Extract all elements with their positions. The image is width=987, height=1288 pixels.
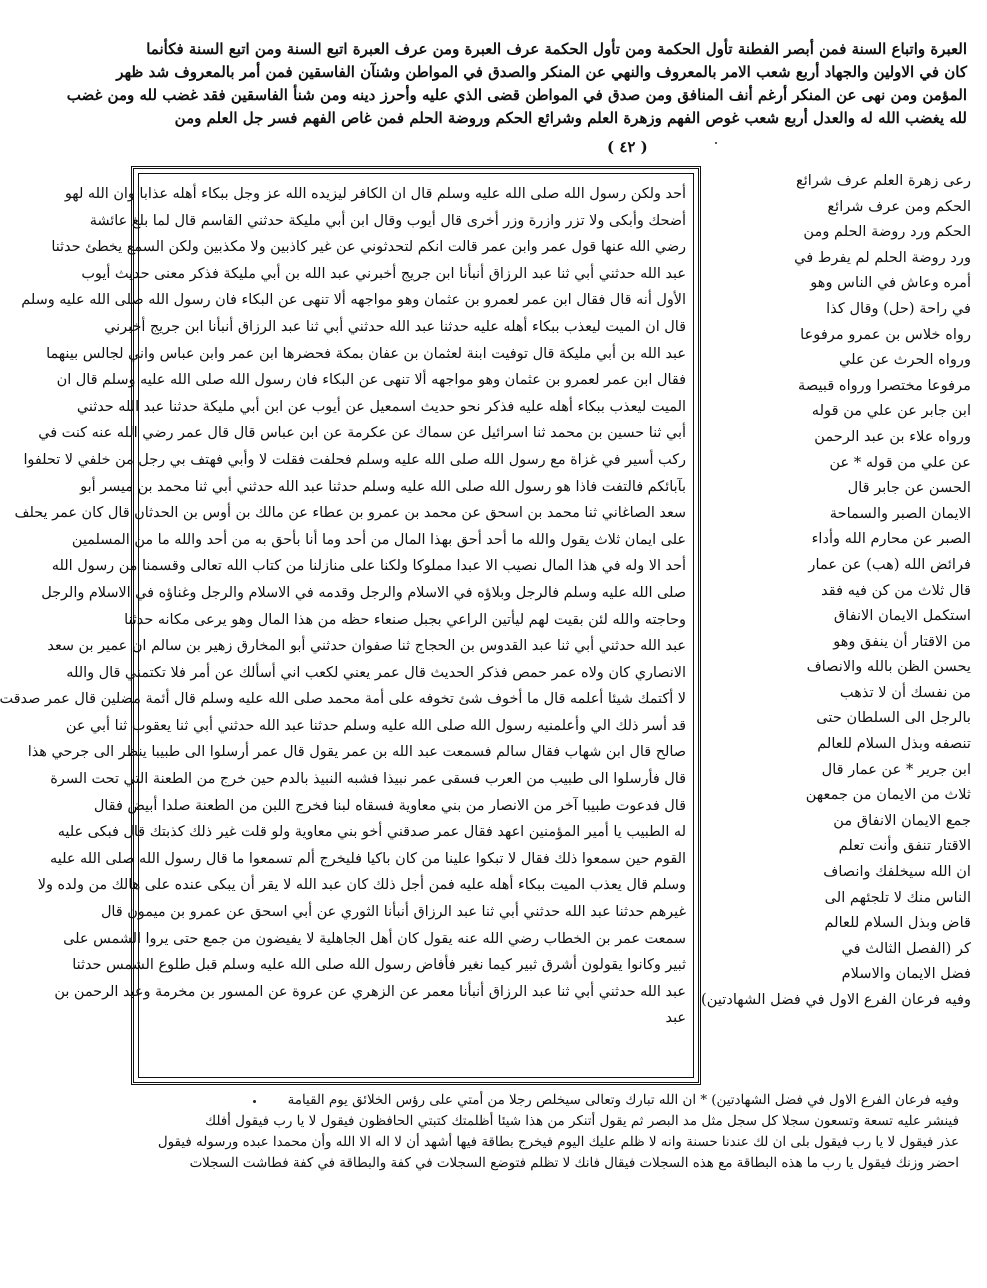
margin-text-line: ابن جابر عن علي من قوله [811,402,971,420]
margin-text-line: الايمان الصبر والسماحة [829,504,971,522]
main-text-line: أضحك وأبكى ولا تزر وازرة وزر أخرى قال أيوب وقال ابن أبي مليكة حدثني القاسم قال لما بلغ عائشة [89,212,686,229]
main-text-line: أبي ثنا حسين بن محمد ثنا اسرائيل عن سماك عن عكرمة عن ابن عباس قال قال عمر رضي الله عنه كنت في [38,425,686,442]
top-line: العبرة واتباع السنة فمن أبصر الفطنة تأول الحكمة ومن تأول الحكمة عرف العبرة ومن عرف العبرة اتبع السنة ومن اتبع السنة فكأنما [146,40,967,58]
main-text-line: على ايمان ثلاث يقول والله ما أحد أحق بهذا المال من أحد وما أنا بأحق به من أحد والله ما من المسلمين [71,531,686,548]
margin-text-line: استكمل الايمان الانفاق [833,607,971,625]
margin-text-line: ثلاث من الايمان من جمعهن [805,786,971,804]
main-text-line: لا أكتمك شيئا أعلمه قال ما أخوف شئ تخوفه على أمة محمد صلى الله عليه وسلم قال أئمة مضلين قال عمر صدقت [0,691,686,708]
ink-speck [253,1100,256,1103]
main-text-line: غيرهم حدثنا عبد الله حدثني أبي ثنا عبد الرزاق أنبأنا الثوري عن أبي اسحق عن عمرو بن ميمون قال [100,904,686,921]
margin-text-line: الحسن عن جابر قال [847,479,971,497]
margin-text-line: أمره وعاش في الناس وهو [810,274,971,292]
top-line: المؤمن ومن نهى عن المنكر أرغم أنف المنافق ومن صدق في المواطن قضى الذي عليه وأحرز دينه ومن شنأ الفاسقين فقد غضب لله ومن غضب [66,86,967,104]
bottom-text-line: عذر فيقول لا يا رب فيقول بلى ان لك عندنا حسنة وانه لا ظلم عليك اليوم فيخرج بطاقة فيها أشهد أن لا اله الا الله وأن محمدا عبده ورسوله فيقول [157,1135,959,1150]
top-line: لله يغضب الله له والعدل أربع شعب غوص الفهم وزهرة العلم وشرائع الحكم وروضة الحلم فمن غاص الفهم فسر جل العلم ومن [174,109,967,127]
main-text-line: عبد الله حدثني أبي ثنا عبد الرزاق أنبأنا ابن جريج أخبرني عبد الله بن أبي مليكة فذكر معنى حديث أيوب [81,265,686,282]
margin-text-line: قال ثلاث من كن فيه فقد [821,581,971,599]
main-text-line: الأول أنه قال فقال ابن عمر لعمرو بن عثمان وهو مواجهه ألا تنهى عن البكاء فان رسول الله صلى الله عليه وسلم [21,292,686,309]
bottom-text-line: فينشر عليه تسعة وتسعون سجلا كل سجل مثل مد البصر ثم يقول أتنكر من هذا شيئا أظلمتك كتبتي الحافظون فيقول لا يا رب فيقول أفلك [205,1114,959,1129]
main-text-line: له الطبيب يا أمير المؤمنين اعهد فقال عمر صدقني أخو بني معاوية ولو قلت غير ذلك كذبتك قال فبكى عليه [57,824,686,841]
main-text-line: عبد الله حدثني أبي ثنا عبد القدوس بن الحجاج ثنا صفوان حدثني أبو المخارق زهير بن سالم ان عمير بن سعد [47,638,686,655]
margin-text-line: فرائض الله (هب) عن عمار [808,555,971,573]
margin-text-line: جمع الايمان الانفاق من [833,811,971,829]
bottom-margin-text [125,1090,959,1270]
main-text-line: أحد ولكن رسول الله صلى الله عليه وسلم قال ان الكافر ليزيده الله عز وجل ببكاء أهله عذابا وان الله لهو [64,186,686,202]
main-text-line: ثبير وكانوا يقولون أشرق ثبير كيما نغير فأفاض رسول الله صلى الله عليه وسلم قبل طلوع الشمس حدثنا [72,957,686,974]
main-text-line: فقال ابن عمر لعمرو بن عثمان وهو مواجهه ألا تنهى عن البكاء فان رسول الله صلى الله عليه وسلم قال ان [56,372,686,389]
margin-text-line: ابن جرير * عن عمار قال [821,760,971,778]
margin-text-line: الاقتار تنفق وأنت تعلم [838,837,971,855]
margin-text-line: من الاقتار أن ينفق وهو [833,632,971,650]
margin-text-line: وفيه فرعان الفرع الاول في فضل الشهادتين) [701,991,971,1008]
top-line: كان في الاولين والجهاد أربع شعب الامر بالمعروف والنهي عن المنكر والصدق في المواطن وشنآن الفاسقين فمن أمر بالمعروف شد ظهر [116,63,967,81]
main-text-line: بآبائكم فالتفت فاذا هو رسول الله صلى الله عليه وسلم حدثنا عبد الله حدثني أبي ثنا محمد بن ميسر أبو [80,478,686,495]
main-text-line: رضي الله عنها قول عمر وابن عمر قالت انكم لتحدثوني عن غير كاذبين ولا مكذبين ولكن السمع يخطئ حدثنا [51,239,686,256]
margin-text-line: كر (الفصل الثالث في [841,939,971,957]
main-text-line: قد أسر ذلك الي وأعلمنيه رسول الله صلى الله عليه وسلم حدثنا عبد الله حدثني أبي ثنا يعقوب ثنا أبي عن [65,717,686,734]
margin-text-line: بالرجل الى السلطان حتى [816,709,971,727]
margin-text-line: ان الله سيخلفك وانصاف [823,863,971,881]
main-text-line: عبد الله حدثني أبي ثنا عبد الرزاق أنبأنا معمر عن الزهري عن عروة عن المسور بن مخرمة وعبد الرحمن بن [54,983,686,1000]
bottom-text-line: احضر وزنك فيقول يا رب ما هذه البطاقة مع هذه السجلات فيقال فانك لا تظلم فتوضع السجلات في كفة والبطاقة في كفة فطاشت السجلات [189,1156,959,1171]
main-text-line: صلى الله عليه وسلم فالرجل وبلاؤه في الاسلام والرجل وقدمه في الاسلام والرجل وغناؤه في الاسلام والرجل [41,584,686,601]
main-text-line: سعد الصاغاني ثنا محمد بن اسحق عن محمد بن عمرو بن عطاء عن مالك بن أوس بن الحدثان قال كان عمر يحلف [14,505,686,522]
main-text-line: الانصاري كان ولاه عمر حمص فذكر الحديث قال عمر يعني لكعب اني أسألك عن أمر فلا تكتمني قال والله [66,664,686,681]
margin-text-line: يحسن الظن بالله والانصاف [806,658,971,676]
main-text-line: قال فدعوت طبيبا آخر من الانصار من بني معاوية فسقاه لبنا فخرج اللبن من الطعنة صلدا أبيض فقال [93,797,686,814]
margin-text-line: مرفوعا مختصرا ورواه قبيصة [798,376,971,394]
side-margin-commentary [701,168,971,1088]
page-number: ( ٤٢ ) [607,138,648,156]
margin-text-line: ورواه الحرث عن علي [839,351,971,369]
main-text-line: أحد الا وله في هذا المال نصيب الا عبدا مملوكا ولكنا على منازلنا من كتاب الله تعالى وقسمنا من رسول الله [51,558,686,575]
main-text-line: عبد [665,1010,686,1027]
margin-text-line: ورواه علاء بن عبد الرحمن [814,427,971,445]
main-text-line: القوم حين سمعوا ذلك فقال لا تبكوا علينا من كان باكيا فليخرج ألم تسمعوا ما قال رسول الله صلى الله عليه [50,850,686,867]
main-hadith-text [0,181,686,1072]
main-text-line: قال ان الميت ليعذب ببكاء أهله عليه حدثنا عبد الله حدثني أبي ثنا عبد الرزاق أنبأنا ابن جريج أخبرني [104,318,686,335]
main-text-line: قال فأرسلوا الى طبيب من العرب فسقى عمر نبيذا فشبه النبيذ بالدم حين خرج من الطعنة التي تحت السرة [50,771,686,788]
margin-text-line: ورد روضة الحلم لم يفرط في [794,248,971,266]
margin-text-line: عن علي من قوله * عن [829,453,971,471]
main-text-line: ركب أسير في غزاة مع رسول الله صلى الله عليه وسلم فحلفت فقلت لا وأبي فهتف بي رجل من خلفي لا تحلفوا [23,451,686,468]
ink-speck [715,142,717,144]
main-text-line: سمعت عمر بن الخطاب رضي الله عنه يقول كان أهل الجاهلية لا يفيضون من جمع حتى يروا الشمس على [63,930,686,947]
margin-text-line: قاض وبذل السلام للعالم [824,914,971,932]
main-text-line: صالح قال ابن شهاب فقال سالم فسمعت عبد الله بن عمر يقول قال عمر أرسلوا الى طبيبا ينظر الى جرحي هذا [27,744,686,761]
main-text-line: وسلم قال يعذب الميت ببكاء أهله عليه فمن أجل ذلك كان عبد الله لا يقر أن يبكى عنده على هالك من ولده ولا [37,877,686,894]
margin-text-line: الحكم ومن عرف شرائع [827,197,971,215]
margin-text-line: في راحة (حل) وقال كذا [826,299,971,317]
top-margin-text [66,38,967,168]
margin-text-line: فضل الايمان والاسلام [841,965,971,983]
margin-text-line: تنصفه وبذل السلام للعالم [817,735,971,753]
margin-text-line: الحكم ورد روضة الحلم ومن [803,223,971,241]
margin-text-line: رعى زهرة العلم عرف شرائع [795,172,971,189]
margin-text-line: الصبر عن محارم الله وأداء [811,530,971,548]
margin-text-line: الناس منك لا تلجئهم الى [824,888,971,906]
main-text-line: الميت ليعذب ببكاء أهله عليه فذكر نحو حديث اسمعيل عن أيوب عن ابن أبي مليكة حدثنا عبد الله حدثني [76,398,686,415]
margin-text-line: من نفسك أن لا تذهب [839,683,971,701]
margin-text-line: رواه خلاس بن عمرو مرفوعا [800,325,971,343]
bottom-text-line: وفيه فرعان الفرع الاول في فضل الشهادتين) * ان الله تبارك وتعالى سيخلص رجلا من أمتي على رؤس الخلائق يوم القيامة [287,1093,959,1108]
main-text-frame [0,166,701,1085]
main-text-line: وحاجته والله لئن بقيت لهم ليأتين الراعي بجبل صنعاء حظه من هذا المال وهو يرعى مكانه حدثنا [124,611,686,628]
main-text-line: عبد الله بن أبي مليكة قال توفيت ابنة لعثمان بن عفان بمكة فحضرها ابن عمر وابن عباس واني لجالس بينهما [46,345,686,362]
